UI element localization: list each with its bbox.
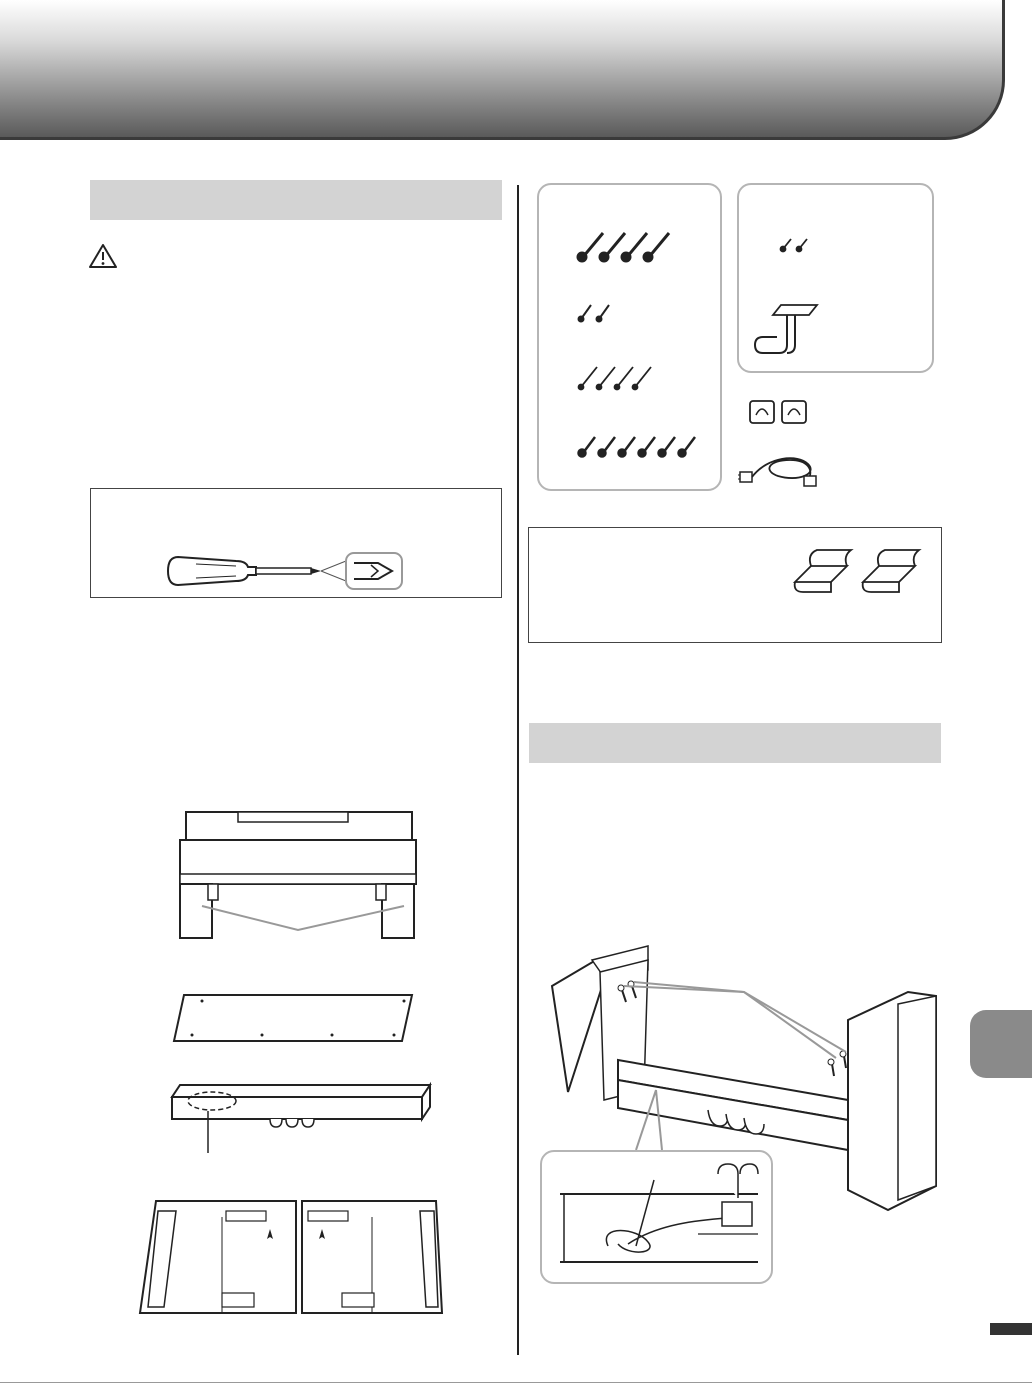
fall-prevention-brackets-icon (791, 546, 923, 596)
headphone-hanger-icon (751, 301, 821, 357)
warning-triangle-icon (88, 243, 118, 269)
section-header-bar-left (90, 180, 502, 220)
main-unit-illustration (178, 810, 418, 942)
bottom-rule (0, 1382, 1032, 1383)
cable-detail-inset (540, 1150, 773, 1284)
short-screws-2-icon (577, 301, 617, 321)
pedal-box-illustration (170, 1083, 432, 1155)
header-band (0, 0, 1005, 140)
page-number-mark (990, 1323, 1032, 1335)
screws-panel (537, 183, 722, 491)
headphone-hanger-panel (737, 183, 934, 373)
long-screws-4-icon (577, 229, 677, 259)
power-cord-icon (738, 446, 822, 492)
section-header-bar-right (529, 723, 941, 763)
tool-required-box (90, 488, 502, 598)
column-divider (517, 185, 519, 1355)
side-panels-illustration (136, 1197, 446, 1323)
anti-tip-box (528, 527, 942, 643)
cable-detail-illustration (558, 1164, 758, 1274)
thin-screws-4-icon (577, 363, 657, 389)
phillips-screwdriver-icon (166, 551, 416, 591)
cable-holders-icon (748, 397, 812, 427)
chapter-side-tab (970, 1010, 1032, 1078)
short-screws-6-icon (577, 431, 701, 457)
tiny-screws-2-icon (779, 235, 813, 253)
back-board-illustration (172, 993, 418, 1043)
